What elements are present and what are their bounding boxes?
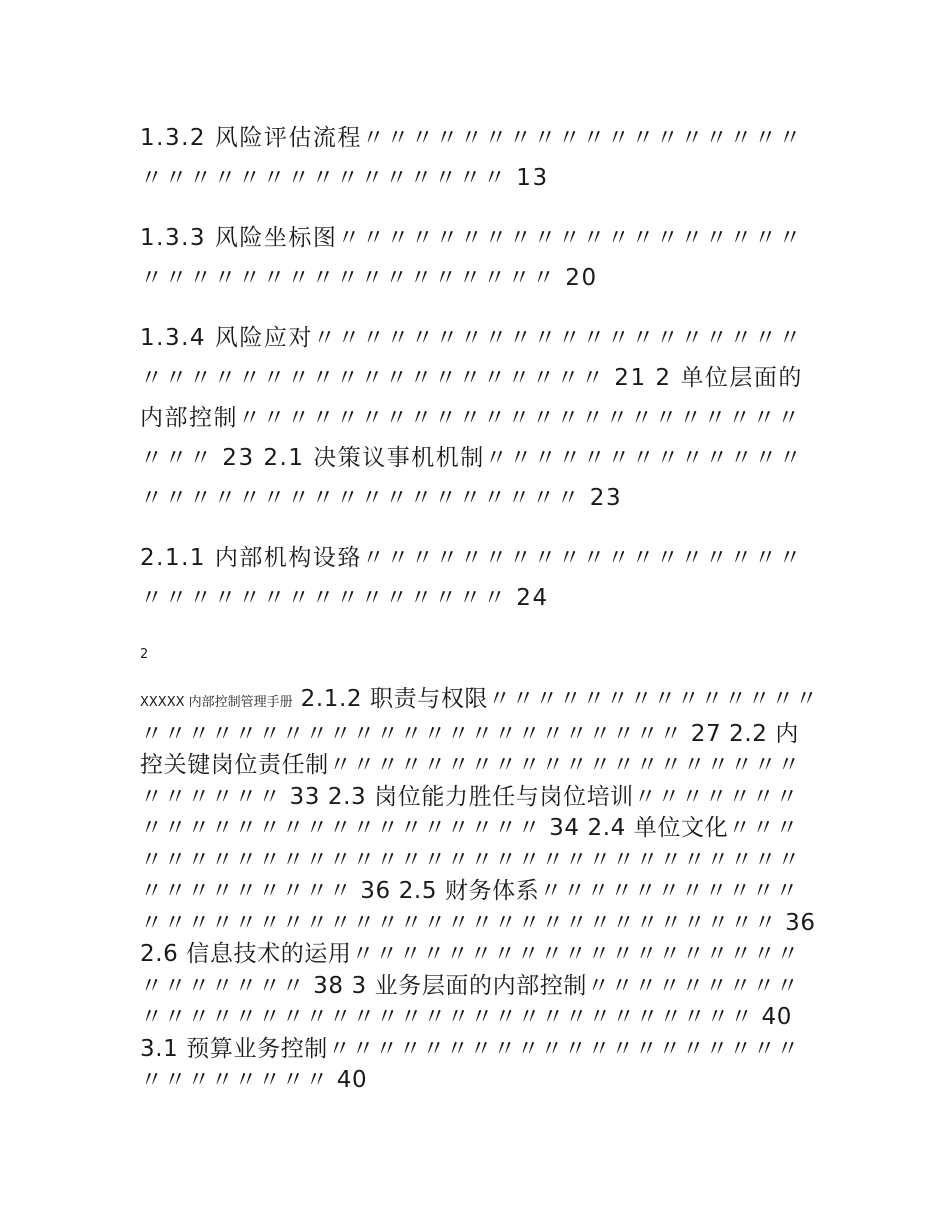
toc-entry-2-1-1: 2.1.1 内部机构设臵〃〃〃〃〃〃〃〃〃〃〃〃〃〃〃〃〃〃〃〃〃〃〃〃〃〃〃〃〃〃〃〃〃 24 (140, 545, 803, 611)
spacer (140, 198, 820, 218)
toc-continued-text: 2.1.2 职责与权限〃〃〃〃〃〃〃〃〃〃〃〃〃〃〃〃〃〃〃〃〃〃〃〃〃〃〃〃〃〃〃〃〃〃〃〃〃 27 2.2 内控关键岗位责任制〃〃〃〃〃〃〃〃〃〃〃〃〃〃〃〃〃〃〃〃〃〃〃〃〃〃 33 2.3 岗位能力胜任与岗位培训〃〃〃〃〃〃〃〃〃〃〃〃〃〃〃〃〃〃〃〃〃〃〃〃 34 2.4 单位文化〃〃〃〃〃〃〃〃〃〃〃〃〃〃〃〃〃〃〃〃〃〃〃〃〃〃〃〃〃〃〃〃〃〃〃〃〃〃〃〃 36 2.5 财务体系〃〃〃〃〃〃〃〃〃〃〃〃〃〃〃〃〃〃〃〃〃〃〃〃〃〃〃〃〃〃〃〃〃〃〃〃〃〃 36 2.6 信息技术的运用〃〃〃〃〃〃〃〃〃〃〃〃〃〃〃〃〃〃〃〃〃〃〃〃〃〃 38 3 业务层面的内部控制〃〃〃〃〃〃〃〃〃〃〃〃〃〃〃〃〃〃〃〃〃〃〃〃〃〃〃〃〃〃〃〃〃〃〃 40 3.1 预算业务控制〃〃〃〃〃〃〃〃〃〃〃〃〃〃〃〃〃〃〃〃〃〃〃〃〃〃〃〃 40 (140, 686, 819, 1093)
toc-entry-1-3-2: 1.3.2 风险评估流程〃〃〃〃〃〃〃〃〃〃〃〃〃〃〃〃〃〃〃〃〃〃〃〃〃〃〃〃〃〃〃〃〃 13 (140, 125, 803, 191)
page-number: 2 (140, 647, 149, 662)
toc-continued-block (140, 684, 820, 1097)
document-page (140, 118, 820, 1097)
spacer (140, 298, 820, 318)
running-header: XXXXX 内部控制管理手册 (140, 695, 293, 710)
toc-entry-1-3-4: 1.3.4 风险应对〃〃〃〃〃〃〃〃〃〃〃〃〃〃〃〃〃〃〃〃〃〃〃〃〃〃〃〃〃〃〃〃〃〃〃〃〃〃〃 21 2 单位层面的内部控制〃〃〃〃〃〃〃〃〃〃〃〃〃〃〃〃〃〃〃〃〃〃〃〃〃〃 23 2.1 决策议事机机制〃〃〃〃〃〃〃〃〃〃〃〃〃〃〃〃〃〃〃〃〃〃〃〃〃〃〃〃〃〃〃 23 (140, 325, 804, 511)
spacer (140, 518, 820, 538)
toc-entry-1-3-3: 1.3.3 风险坐标图〃〃〃〃〃〃〃〃〃〃〃〃〃〃〃〃〃〃〃〃〃〃〃〃〃〃〃〃〃〃〃〃〃〃〃〃 20 (140, 225, 803, 291)
